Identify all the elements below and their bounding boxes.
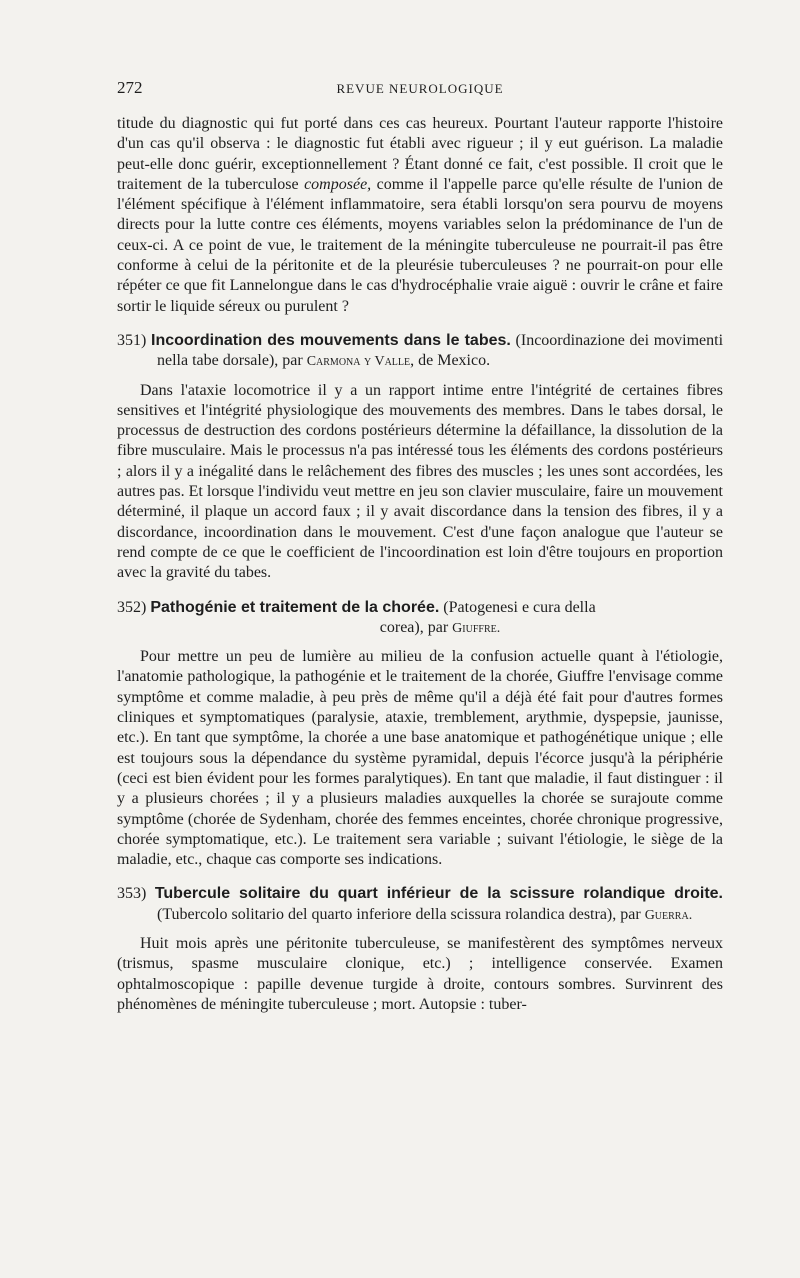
entry-number: 351) — [117, 331, 147, 349]
entry-353-heading — [117, 884, 723, 926]
intro-paragraph — [117, 114, 723, 317]
entry-title: Pathogénie et traitement de la chorée. — [150, 598, 440, 616]
entry-351-body: Dans l'ataxie locomotrice il y a un rapport intime entre l'intégrité de certaines fibres sensitives et l'intégrité physiologique des mouvements des membres. Dans le tabes dorsal, le processus de destruction des cordons postérieurs détermine la défaillance, la dissolution de la fibre musculaire. Mais le processus n'a pas intéressé tous les éléments des cordons postérieurs ; alors il y a inégalité dans le relâchement des fibres des muscles ; les unes sont accordées, les autres pas. Et lorsque l'individu veut mettre en jeu son clavier musculaire, faire un mouvement déterminé, il plaque un accord faux ; il y avait discordance dans la tension des fibres, il y a discordance, incoordination dans le mouvement. C'est d'une façon analogue que l'auteur se rend compte de ce que le coefficient de l'incoordination est loin d'être toujours en proportion avec la gravité du tabes. — [117, 381, 723, 582]
intro-text-b: comme il l'appelle parce qu'elle résulte de l'union de l'élément spécifique à l'élément inflammatoire, sera établi lorsqu'on sera pourvu de moyens directs pour la lutte contre ces éléments, moyens variables selon la prédominance de l'un de ceux-ci. A ce point de vue, le traitement de la méningite tuberculeuse ne pourrait-il pas être conforme à celui de la péritonite et de la pleurésie tuberculeuses ? ne pourrait-on pour elle répéter ce que fit Lannelongue dans le cas d'hydrocéphalie vraie aiguë : ouvrir le crâne et faire sortir le liquide séreux ou purulent ? — [117, 175, 723, 315]
entry-number: 352) — [117, 598, 147, 616]
page-header — [117, 78, 723, 102]
entry-subtitle: (Incoordinazione dei movimenti nella tabe dorsale), par — [157, 331, 724, 370]
entry-subtitle: (Tubercolo solitario del quarto inferiore della scissura rolandica destra), par — [157, 905, 641, 923]
entry-subtitle: (Patogenesi e cura della — [443, 598, 596, 616]
entry-place: , de Mexico. — [410, 352, 491, 370]
entry-author: Giuffre. — [452, 620, 501, 636]
entry-subtitle-2: corea), par — [379, 618, 449, 636]
entry-author: Carmona y Valle — [306, 354, 411, 370]
entry-title: Incoordination des mouvements dans le tabes. — [151, 331, 511, 349]
intro-italic: composée, — [304, 175, 372, 193]
page-number: 272 — [117, 78, 143, 97]
entry-352-body: Pour mettre un peu de lumière au milieu de la confusion actuelle quant à l'étiologie, l'anatomie pathologique, la pathogénie et le traitement de la chorée, Giuffre l'envisage comme symptôme et comme maladie, à peu près de même qu'il a déjà été fait pour d'autres formes cliniques et symptomatiques (paralysie, ataxie, tremblement, arythmie, dyspepsie, jaunisse, etc.). En tant que symptôme, la chorée a une base anatomique et pathogénétique unique ; elle est toujours sous la dépendance du système pyramidal, depuis l'écorce jusqu'à la périphérie (ceci est bien évident pour les formes paralytiques). En tant que maladie, il faut distinguer : il y a plusieurs chorées ; il y a plusieurs maladies auxquelles la chorée se surajoute comme symptôme (chorée de Sydenham, chorée des femmes enceintes, chorée chronique progressive, chorée symptomatique, etc.). Le traitement sera variable ; suivant l'étiologie, le siège de la maladie, etc., chaque cas comporte ses indications. — [117, 648, 723, 869]
entry-author: Guerra. — [644, 907, 693, 923]
intro-text-a: titude du diagnostic qui fut porté dans ces cas heureux. Pourtant l'auteur rapporte l'histoire d'un cas qu'il observa : le diagnostic fut établi avec rigueur ; il y eut guérison. La maladie peut-elle donc guérir, exceptionnellement ? Étant donné ce fait, c'est possible. Il croit que le traitement de la tuberculose — [117, 115, 723, 193]
entry-351-heading — [117, 331, 723, 373]
entry-353-body: Huit mois après une péritonite tuberculeuse, se manifestèrent des symptômes nerveux (trismus, spasme musculaire clonique, etc.) ; intelligence conservée. Examen ophtalmoscopique : papille devenue turgide à droite, contours sombres. Survinrent des phénomènes de méningite tuberculeuse ; mort. Autopsie : tuber- — [117, 934, 723, 1013]
entry-number: 353) — [117, 885, 147, 903]
entry-352-heading — [117, 598, 723, 640]
entry-title: Tubercule solitaire du quart inférieur de la scissure rolandique droite. — [154, 885, 723, 903]
running-title: REVUE NEUROLOGIQUE — [336, 81, 504, 96]
entry-subtitle-line2 — [117, 618, 723, 639]
